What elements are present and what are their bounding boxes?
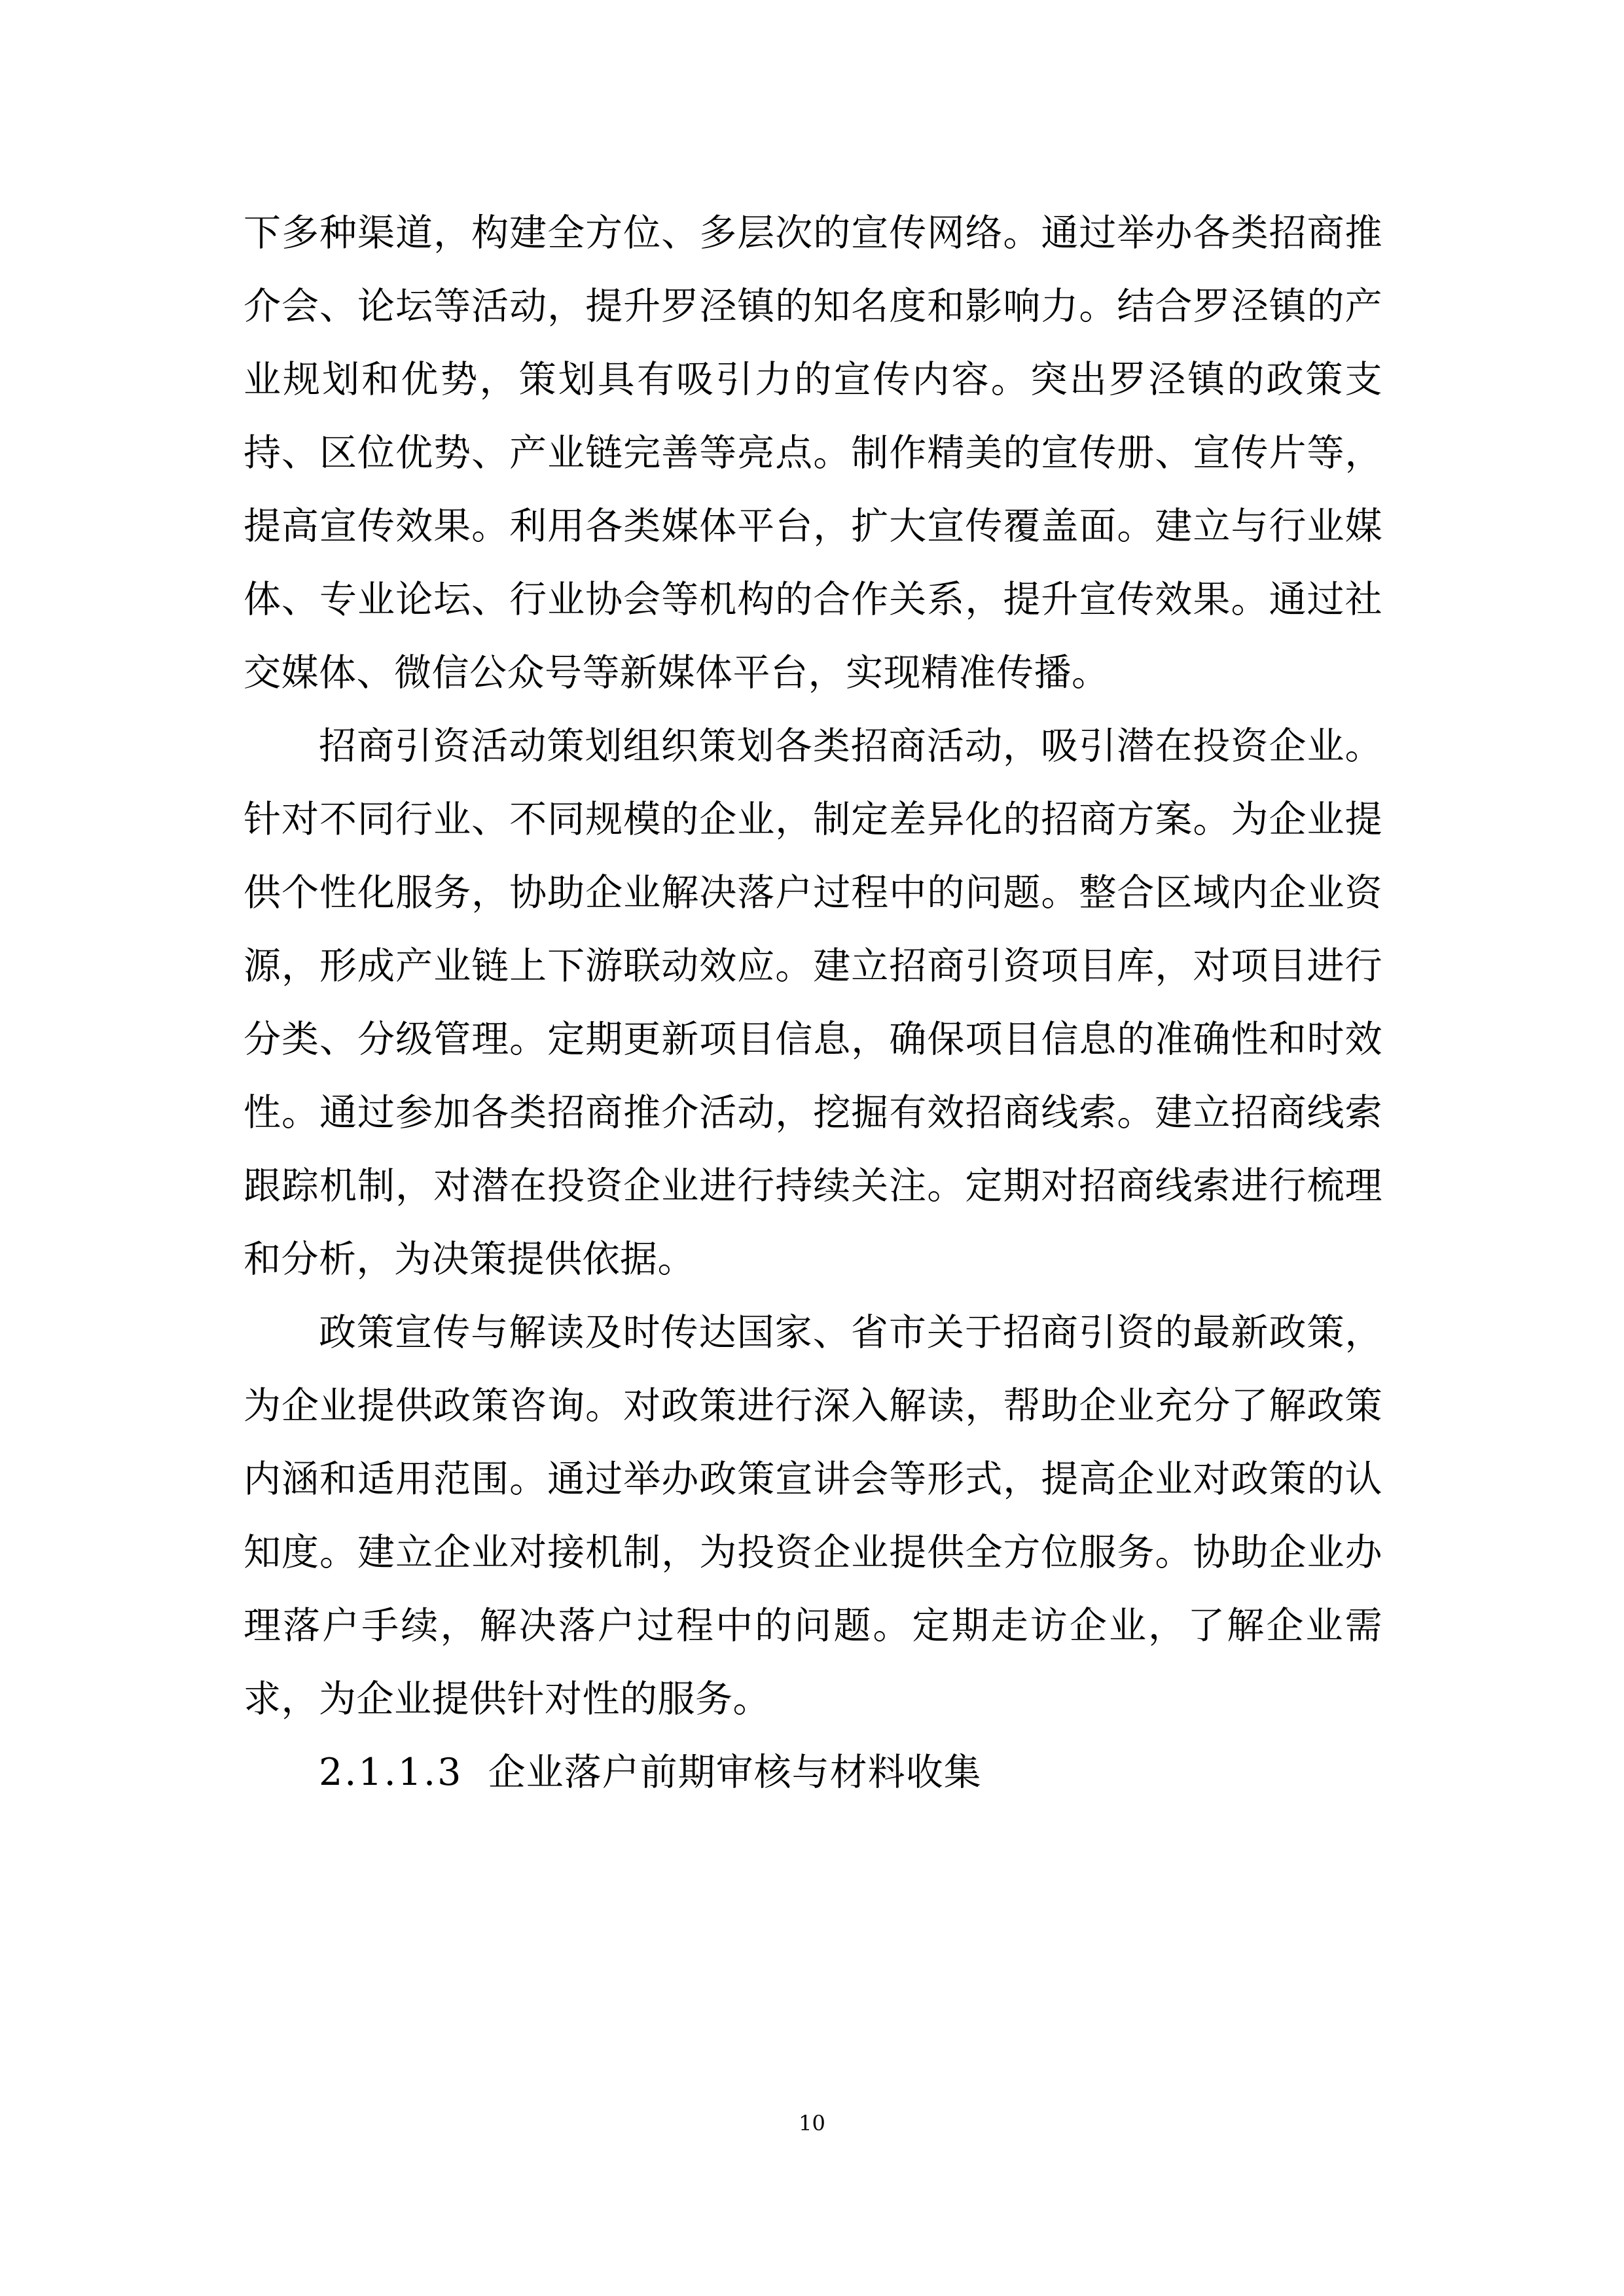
body-paragraph-2: 招商引资活动策划组织策划各类招商活动，吸引潜在投资企业。针对不同行业、不同规模的企业，制定差异化的招商方案。为企业提供个性化服务，协助企业解决落户过程中的问题。整合区域内企业资源，形成产业链上下游联动效应。建立招商引资项目库，对项目进行分类、分级管理。定期更新项目信息，确保项目信息的准确性和时效性。通过参加各类招商推介活动，挖掘有效招商线索。建立招商线索跟踪机制，对潜在投资企业进行持续关注。定期对招商线索进行梳理和分析，为决策提供依据。	[244, 725, 1382, 1281]
section-heading-number: 2.1.1.3	[319, 1751, 463, 1794]
body-paragraph-1: 下多种渠道，构建全方位、多层次的宣传网络。通过举办各类招商推介会、论坛等活动，提升罗泾镇的知名度和影响力。结合罗泾镇的产业规划和优势，策划具有吸引力的宣传内容。突出罗泾镇的政策支持、区位优势、产业链完善等亮点。制作精美的宣传册、宣传片等，提高宣传效果。利用各类媒体平台，扩大宣传覆盖面。建立与行业媒体、专业论坛、行业协会等机构的合作关系，提升宣传效果。通过社交媒体、微信公众号等新媒体平台，实现精准传播。	[244, 211, 1382, 694]
body-paragraph-3: 政策宣传与解读及时传达国家、省市关于招商引资的最新政策，为企业提供政策咨询。对政策进行深入解读，帮助企业充分了解政策内涵和适用范围。通过举办政策宣讲会等形式，提高企业对政策的认知度。建立企业对接机制，为投资企业提供全方位服务。协助企业办理落户手续，解决落户过程中的问题。定期走访企业，了解企业需求，为企业提供针对性的服务。	[244, 1311, 1382, 1721]
section-heading-title: 企业落户前期审核与材料收集	[488, 1751, 982, 1794]
page-content	[244, 196, 1382, 1809]
section-heading	[244, 1736, 1382, 1809]
page-number: 10	[799, 2111, 825, 2136]
